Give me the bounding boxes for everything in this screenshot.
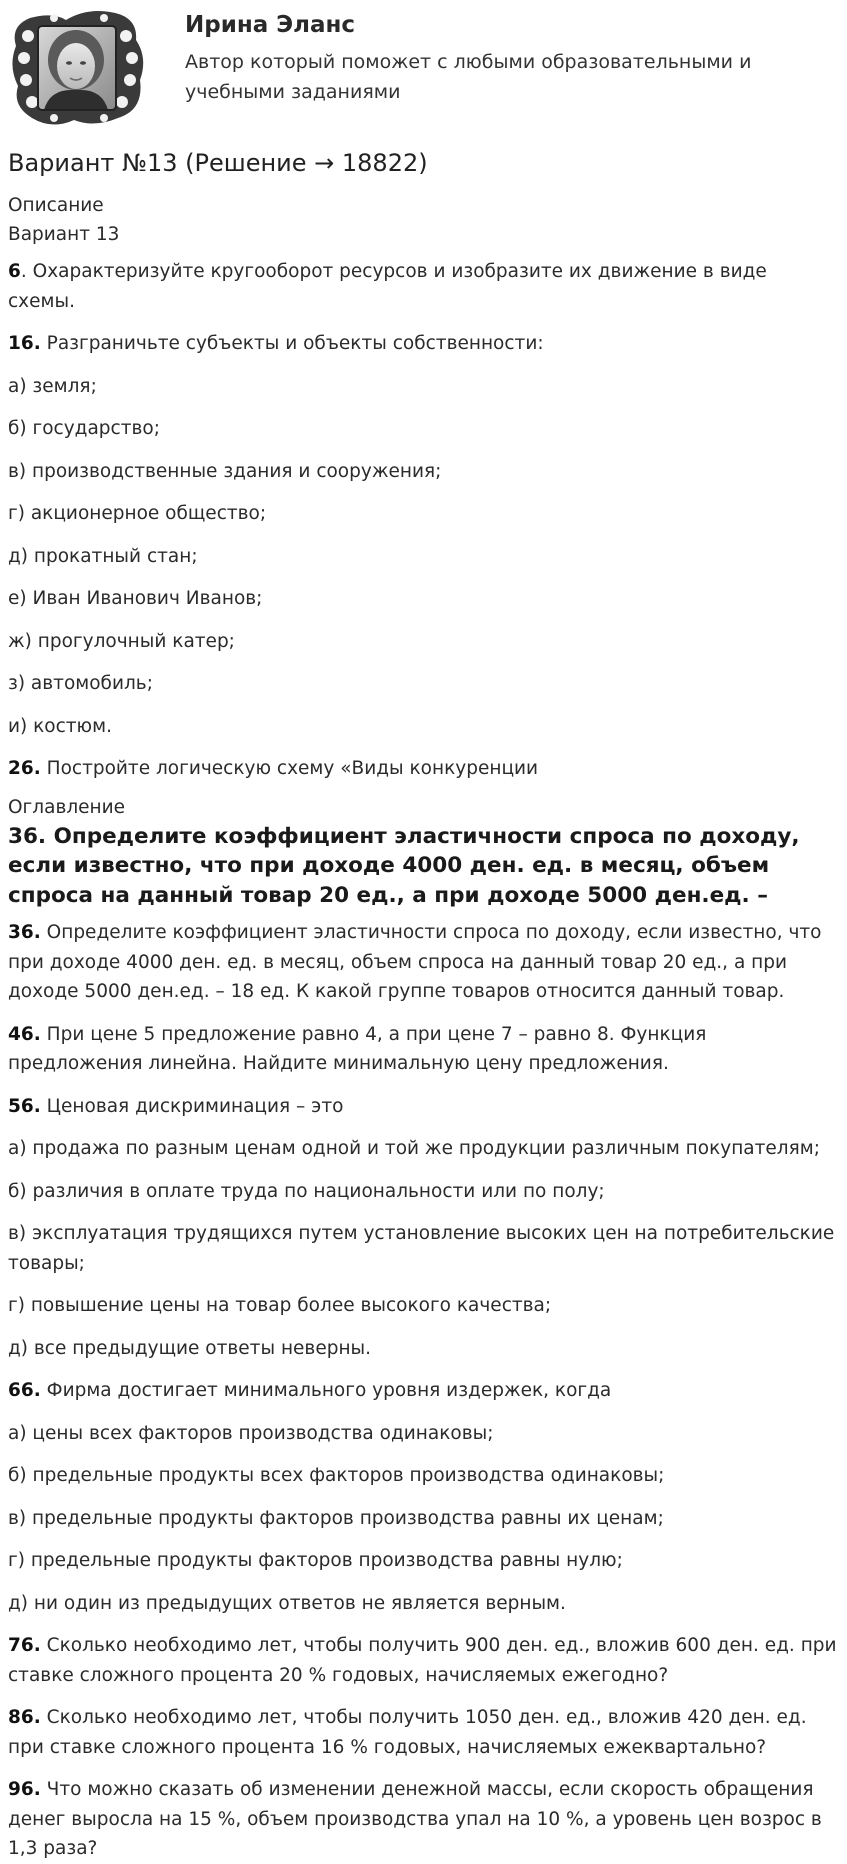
task-item (8, 1631, 838, 1690)
task-list-part1 (8, 257, 838, 784)
document-title: Вариант №13 (Решение → 18822) (8, 149, 428, 177)
answer-option (8, 1461, 838, 1491)
task-text: Определите коэффициент эластичности спроса по доходу, если известно, что при доходе 4000 ден. ед. в месяц, объем спроса на данный товар 20 ед., а при доходе 5000 ден.ед. – 18 ед. К какой группе товаров относится данный товар. (8, 922, 822, 1002)
task-text: а) продажа по разным ценам одной и той же продукции различным покупателям; (8, 1138, 820, 1159)
answer-option (8, 1291, 838, 1321)
task-text: б) различия в оплате труда по национальности или по полу; (8, 1180, 605, 1202)
task-number: 26. (8, 758, 41, 779)
task-text: б) предельные продукты всех факторов производства одинаковы; (8, 1465, 665, 1486)
task-text: Сколько необходимо лет, чтобы получить 1050 ден. ед., вложив 420 ден. ед. при ставке сложного процента 16 % годовых, начисляемых ежеквартально? (8, 1707, 807, 1758)
answer-option (8, 584, 838, 614)
variant-label: Вариант 13 (8, 224, 120, 245)
answer-option (8, 1589, 838, 1619)
task-number: 16. (8, 333, 41, 354)
task-text: г) предельные продукты факторов производства равны нулю; (8, 1550, 623, 1571)
task-text: При цене 5 предложение равно 4, а при цене 7 – равно 8. Функция предложения линейна. Найдите минимальную цену предложения. (8, 1023, 707, 1074)
answer-option (8, 542, 838, 572)
answer-option (8, 669, 838, 699)
answer-option (8, 627, 838, 657)
answer-option (8, 1134, 838, 1164)
answer-option (8, 1219, 838, 1278)
task-text: Постройте логическую схему «Виды конкуренции (40, 758, 539, 779)
task-text: ж) прогулочный катер; (8, 630, 235, 652)
document-content (8, 146, 838, 1864)
task-item (8, 329, 838, 359)
task-text: д) прокатный стан; (8, 545, 198, 567)
answer-option (8, 372, 838, 402)
task-item (8, 1020, 838, 1079)
task-number: 36. (8, 922, 41, 943)
task-item (8, 1703, 838, 1762)
task-text: Ценовая дискриминация – это (40, 1095, 344, 1117)
task-text: в) эксплуатация трудящихся путем установление высоких цен на потребительские товары; (8, 1223, 835, 1274)
task-item (8, 918, 838, 1007)
task-item (8, 257, 838, 316)
answer-option (8, 457, 838, 487)
task-text: Разграничьте субъекты и объекты собственности: (40, 333, 544, 354)
film-reel-avatar-icon (8, 6, 150, 128)
task-text: а) земля; (8, 375, 97, 397)
task-number: 96. (8, 1779, 41, 1800)
author-name[interactable]: Ирина Эланс (185, 12, 356, 38)
task-text: г) повышение цены на товар более высокого качества; (8, 1295, 552, 1316)
task-number: 56. (8, 1095, 41, 1117)
task-number: 6 (8, 261, 21, 282)
task-text: д) ни один из предыдущих ответов не является верным. (8, 1592, 566, 1614)
task-text: и) костюм. (8, 715, 112, 737)
task-number: 66. (8, 1380, 41, 1401)
answer-option (8, 712, 838, 742)
task-text: в) предельные продукты факторов производства равны их ценам; (8, 1507, 664, 1529)
task-text: е) Иван Иванович Иванов; (8, 588, 263, 609)
task-number: 76. (8, 1635, 41, 1656)
answer-option (8, 414, 838, 444)
answer-option (8, 1504, 838, 1534)
task-item (8, 1092, 838, 1122)
task-text: Сколько необходимо лет, чтобы получить 900 ден. ед., вложив 600 ден. ед. при ставке сложного процента 20 % годовых, начисляемых ежегодно? (8, 1635, 837, 1686)
author-tagline: Автор который поможет с любыми образовательными и учебными заданиями (185, 51, 752, 103)
task-text: в) производственные здания и сооружения; (8, 460, 442, 482)
answer-option (8, 1334, 838, 1364)
toc-label: Оглавление (8, 796, 126, 818)
task-text: Фирма достигает минимального уровня издержек, когда (40, 1380, 612, 1401)
task-text: Что можно сказать об изменении денежной массы, если скорость обращения денег выросла на 15 %, объем производства упал на 10 %, а уровень цен возрос в 1,3 раза? (8, 1779, 822, 1859)
answer-option (8, 499, 838, 529)
task-number: 86. (8, 1707, 41, 1728)
section-heading: 36. Определите коэффициент эластичности спроса по доходу, если известно, что при доходе 4000 ден. ед. в месяц, объем спроса на данный товар 20 ед., а при доходе 5000 ден.ед. – (8, 823, 800, 908)
answer-option (8, 1546, 838, 1576)
author-avatar[interactable] (8, 6, 150, 128)
task-item (8, 754, 838, 784)
task-text: б) государство; (8, 418, 160, 439)
description-label: Описание (8, 195, 104, 216)
task-number: 46. (8, 1023, 41, 1045)
task-text: г) акционерное общество; (8, 503, 267, 524)
task-item (8, 1376, 838, 1406)
task-text: а) цены всех факторов производства одинаковы; (8, 1422, 494, 1444)
task-text: з) автомобиль; (8, 673, 153, 694)
answer-option (8, 1177, 838, 1207)
author-block (0, 0, 847, 140)
task-text: д) все предыдущие ответы неверны. (8, 1337, 372, 1359)
task-item (8, 1775, 838, 1864)
task-text: . Охарактеризуйте кругооборот ресурсов и изобразите их движение в виде схемы. (8, 261, 767, 312)
task-list-part2 (8, 918, 838, 1864)
answer-option (8, 1419, 838, 1449)
